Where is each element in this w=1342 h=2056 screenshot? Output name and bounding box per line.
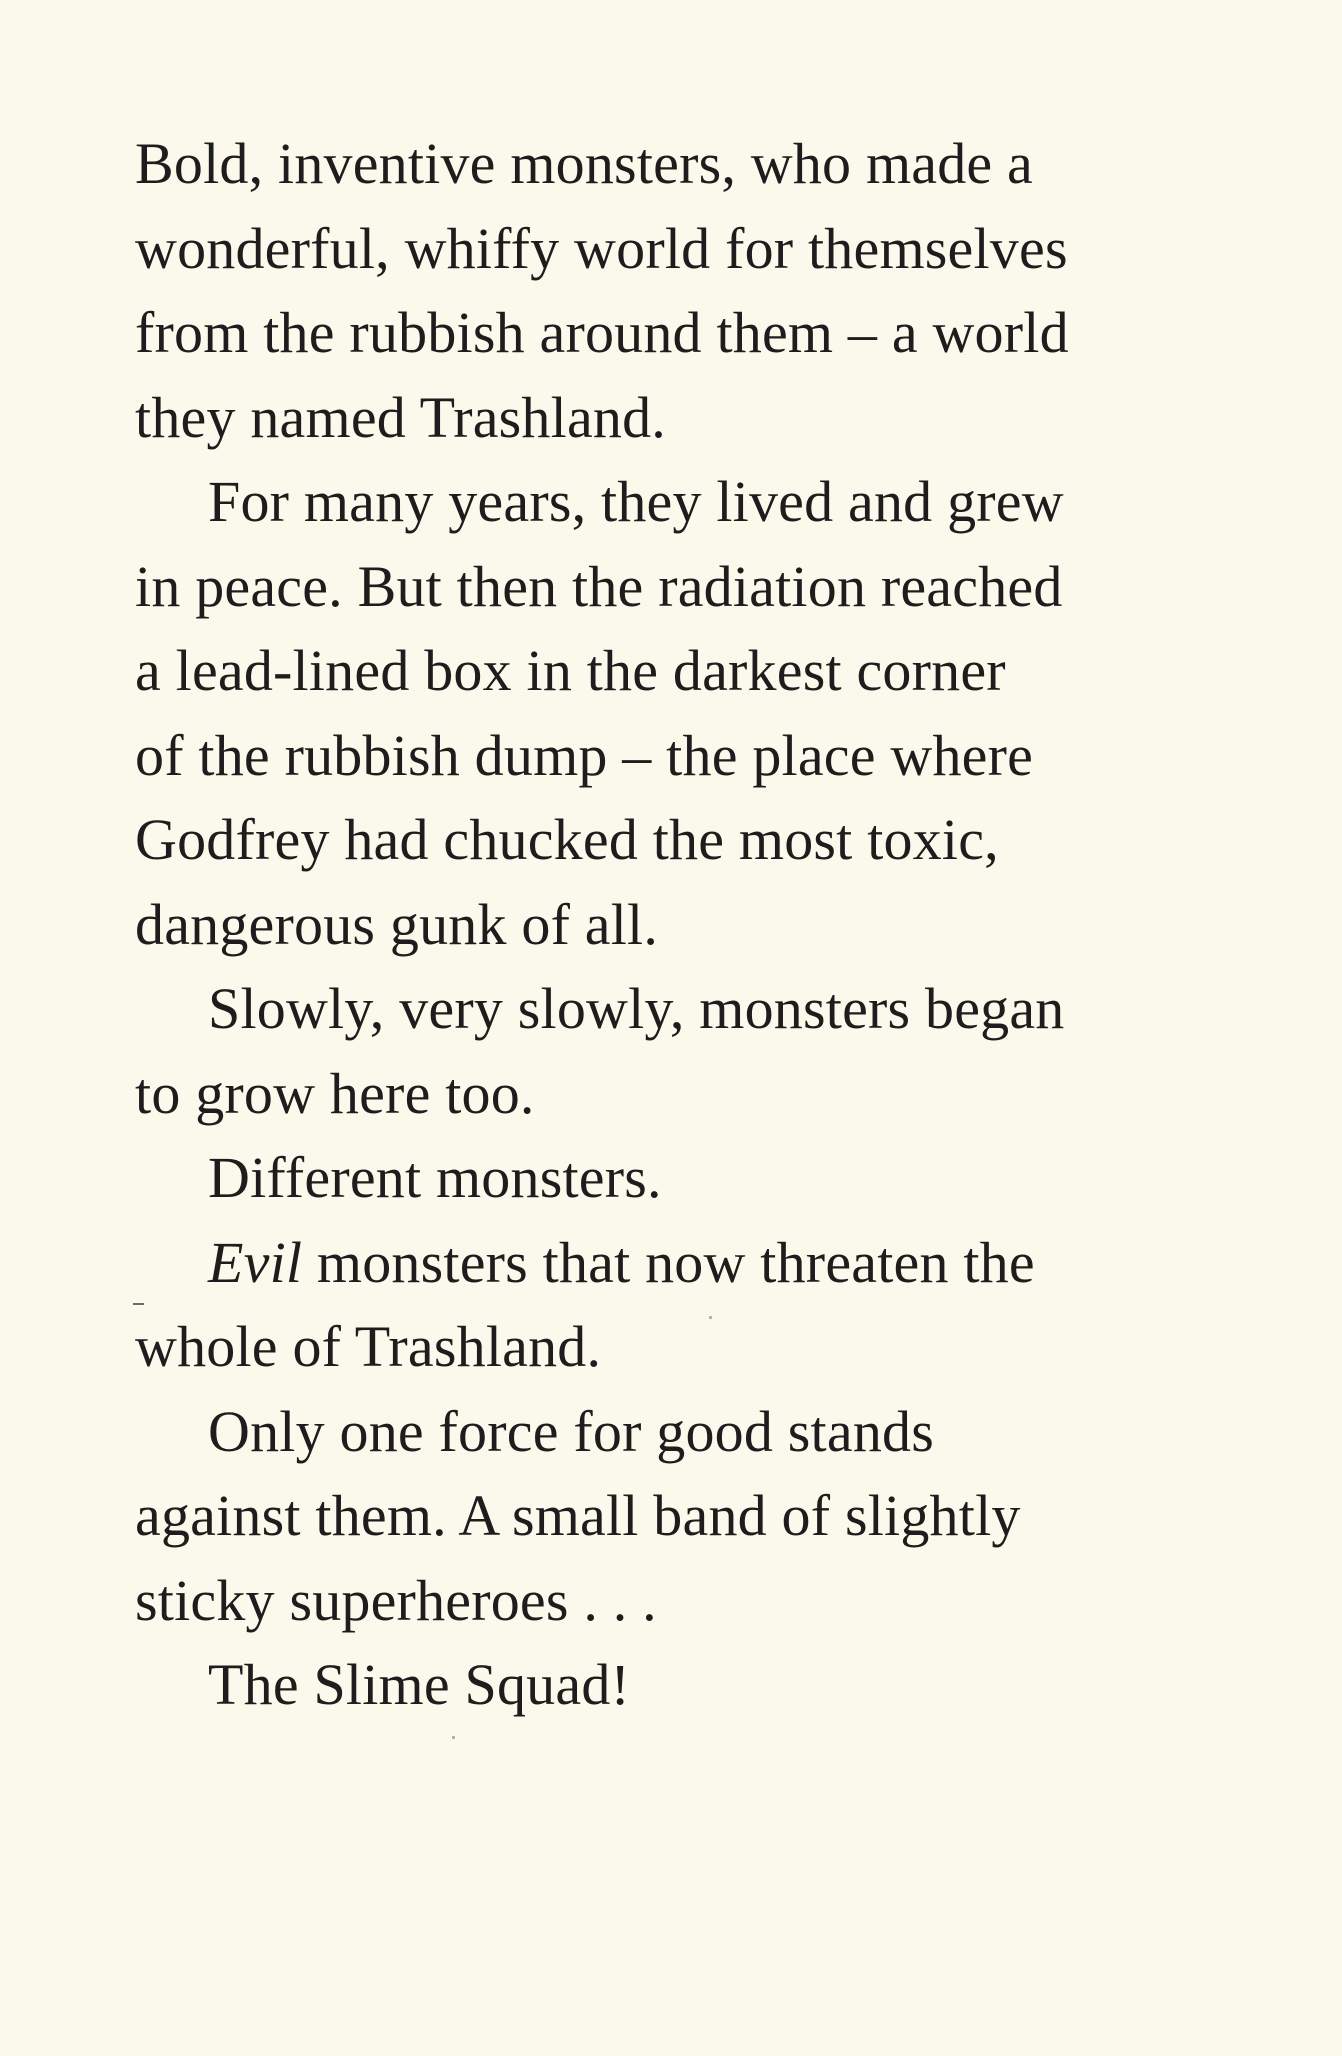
paragraph-start-line: Slowly, very slowly, monsters began [208,976,1065,1041]
text-line: wonderful, whiffy world for themselves [135,215,1068,281]
paragraph-start-line: For many years, they lived and grew [208,469,1064,534]
text-line: Godfrey had chucked the most toxic, [135,807,999,872]
text-line: from the rubbish around them – a world [135,300,1069,365]
text-line: Bold, inventive monsters, who made a [135,131,1033,196]
text-line: sticky superheroes . . . [135,1567,657,1633]
text-line: they named Trashland. [135,384,666,450]
emphasis-word: Evil [208,1229,303,1295]
paragraph-start-line: The Slime Squad! [208,1652,631,1717]
text-line: dangerous gunk of all. [135,891,659,957]
print-speck [709,1316,712,1319]
text-line: against them. A small band of slightly [135,1483,1021,1548]
paragraph-start-line: Only one force for good stands [208,1398,934,1464]
text-line: in peace. But then the radiation reached [135,553,1063,619]
text-line: whole of Trashland. [135,1314,602,1379]
text-line: to grow here too. [135,1060,535,1126]
page-body-text [135,122,1275,1728]
text-line: a lead-lined box in the darkest corner [135,638,1006,703]
text-run: monsters that now threaten the [302,1229,1035,1295]
print-speck [133,1303,144,1305]
text-line: of the rubbish dump – the place where [135,722,1034,788]
paragraph-start-line [135,1221,1275,1306]
print-speck [452,1736,455,1739]
paragraph-start-line: Different monsters. [208,1145,662,1210]
